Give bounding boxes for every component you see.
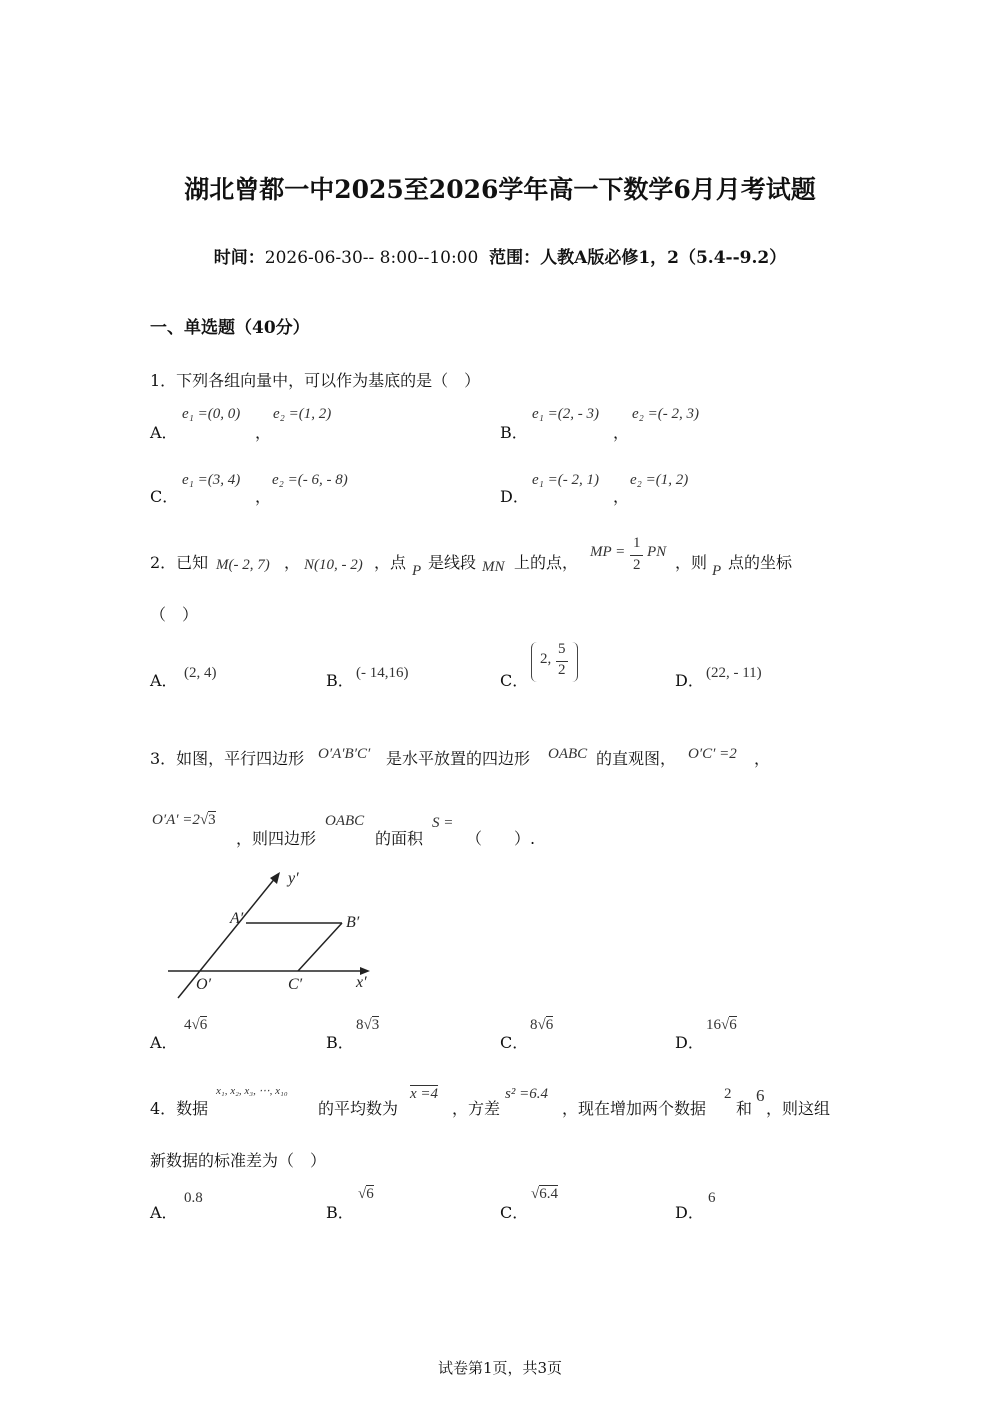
q3-option-c[interactable] [500, 1030, 528, 1053]
exam-info [0, 243, 1000, 268]
q3-text-c: 的直观图， [596, 749, 677, 768]
q3-option-a[interactable] [150, 1030, 178, 1053]
question-1-stem: 1．下列各组向量中，可以作为基底的是（ ） [150, 371, 481, 390]
coef: 16 [706, 1017, 721, 1033]
point-n: N(10, - 2) [304, 557, 363, 573]
vector-pn: PN [647, 544, 667, 560]
coef: 4 [184, 1017, 192, 1033]
q2a-value: (2, 4) [184, 665, 217, 681]
radicand: 6 [545, 1017, 554, 1033]
q2-text-f: 点的坐标 [728, 553, 793, 572]
q2-option-d[interactable] [675, 668, 704, 691]
q2c-frac-den: 2 [558, 662, 566, 678]
data-list: x₁, x₂, x₃, ⋯, x₁₀ [216, 1085, 288, 1097]
coef: 8 [530, 1017, 538, 1033]
oa-radicand: 3 [208, 812, 216, 828]
q4-text-d: ，现在增加两个数据 [562, 1099, 707, 1118]
q4b-value: √6 [358, 1186, 374, 1202]
q2-comma: ， [284, 553, 301, 572]
q2-answer-paren: （ ） [150, 605, 199, 624]
label-b: B′ [346, 914, 360, 931]
option-label: B． [326, 1203, 354, 1222]
q4-text-b: 的平均数为 [318, 1099, 399, 1118]
option-label: B． [500, 423, 528, 442]
frac-den: 2 [633, 557, 641, 573]
option-label: A． [150, 423, 178, 442]
q2d-value: (22, - 11) [706, 665, 762, 681]
q1a-e2: e₂ =(1, 2) [273, 406, 332, 422]
q2-text-b: ，点 [374, 553, 407, 572]
q1-option-a[interactable] [150, 420, 178, 443]
variance: s² =6.4 [505, 1086, 548, 1102]
oc-prime: O′C′ =2 [688, 746, 737, 762]
q2-option-b[interactable] [326, 668, 354, 691]
radicand: 6.4 [539, 1186, 558, 1202]
q1b-e1: e₁ =(2, - 3) [532, 406, 599, 422]
q1a-e1: e₁ =(0, 0) [182, 406, 241, 422]
q4-text-c: ，方差 [452, 1099, 501, 1118]
point-m: M(- 2, 7) [216, 557, 270, 573]
q1c-sep: ， [255, 487, 272, 506]
frac-bar [630, 555, 643, 556]
q4a-value: 0.8 [184, 1190, 203, 1206]
q1d-e2: e₂ =(1, 2) [630, 472, 689, 488]
option-label: B． [326, 1033, 354, 1052]
label-y: y′ [288, 870, 299, 887]
radicand: 6 [729, 1017, 737, 1033]
q2c-paren [531, 642, 578, 682]
coef: 8 [356, 1017, 364, 1033]
segment-mn: MN [482, 559, 505, 575]
option-label: D． [675, 1033, 704, 1052]
q2c-value: 2, [540, 651, 552, 667]
option-label: C． [150, 487, 179, 506]
q1d-e1: e₁ =(- 2, 1) [532, 472, 599, 488]
q2-text-c: 是线段 [428, 553, 477, 572]
q1-option-c[interactable] [150, 484, 178, 507]
option-label: C． [500, 1203, 529, 1222]
label-a: A′ [230, 910, 244, 927]
q4d-value: 6 [708, 1190, 716, 1206]
label-o: O′ [196, 976, 212, 993]
section-heading: 一、单选题（40分） [150, 318, 310, 338]
label-c: C′ [288, 976, 303, 993]
q3a-value: 4√6 [184, 1017, 208, 1033]
q4-and: 和 [736, 1099, 753, 1118]
parallelogram-prime: O′A′B′C′ [318, 746, 371, 762]
label-x: x′ [356, 974, 367, 991]
option-label: C． [500, 671, 529, 690]
q3c-value: 8√6 [530, 1017, 554, 1033]
option-label: C． [500, 1033, 529, 1052]
vector-mp: MP = [590, 544, 626, 560]
new-data-2: 6 [756, 1086, 765, 1105]
q4-text-e: ，则这组 [766, 1099, 831, 1118]
option-label: D． [675, 671, 704, 690]
y-axis [178, 877, 276, 998]
q2b-value: (- 14,16) [356, 665, 409, 681]
q2-text-e: ，则 [675, 553, 708, 572]
q1-option-d[interactable] [500, 484, 529, 507]
q3-text-f: （ ）. [466, 829, 536, 848]
q3-comma: ， [754, 749, 771, 768]
q1c-e1: e₁ =(3, 4) [182, 472, 241, 488]
question-3-stem-a: 3．如图，平行四边形 [150, 749, 305, 768]
question-4-stem-a: 4．数据 [150, 1099, 209, 1118]
q3-text-b: 是水平放置的四边形 [386, 749, 531, 768]
radicand: 3 [371, 1017, 380, 1033]
option-label: A． [150, 671, 178, 690]
option-label: B． [326, 671, 354, 690]
question-2-stem-a: 2．已知 [150, 553, 209, 572]
q3-text-d: ，则四边形 [236, 829, 317, 848]
q1b-e2: e₂ =(- 2, 3) [632, 406, 699, 422]
oblique-diagram [160, 865, 390, 1005]
q3-option-d[interactable] [675, 1030, 704, 1053]
radicand: 6 [366, 1186, 374, 1202]
q1d-sep: ， [613, 487, 630, 506]
range-label: 范围： [489, 248, 541, 268]
q1-option-b[interactable] [500, 420, 528, 443]
question-4-stem-b: 新数据的标准差为（ ） [150, 1151, 327, 1170]
q3b-value: 8√3 [356, 1017, 380, 1033]
frac-num: 1 [633, 535, 641, 551]
range-value: 人教A版必修1，2（5.4--9.2） [540, 248, 787, 268]
q4-option-a[interactable] [150, 1200, 178, 1223]
time-value: 2026-06-30-- 8:00--10:00 [264, 248, 479, 268]
point-p-2: P [712, 563, 722, 579]
point-p: P [412, 563, 422, 579]
sqrt-sign: √ [199, 812, 209, 828]
quad-oabc: OABC [548, 746, 588, 762]
q3-text-e: 的面积 [375, 829, 424, 848]
q3-option-b[interactable] [326, 1030, 354, 1053]
area-s: S = [432, 815, 454, 831]
oa-prime [152, 812, 216, 829]
q3d-value: 16√6 [706, 1017, 737, 1033]
q1b-sep: ， [613, 423, 630, 442]
option-label: A． [150, 1203, 178, 1222]
option-label: D． [675, 1203, 704, 1222]
mean-x: x =4 [410, 1086, 439, 1102]
q4c-value: √6.4 [531, 1186, 558, 1202]
edge-bc [298, 923, 342, 971]
q1a-sep: ， [255, 423, 272, 442]
option-label: D． [500, 487, 529, 506]
q2c-frac-num: 5 [558, 641, 566, 657]
q2-option-a[interactable] [150, 668, 178, 691]
q2-option-c[interactable] [500, 668, 528, 691]
quad-oabc-2: OABC [325, 813, 365, 829]
page-footer: 试卷第1页，共3页 [437, 1359, 563, 1377]
oa-prime-text: O′A′ =2 [152, 812, 200, 828]
time-label: 时间： [213, 248, 265, 268]
page-title: 湖北曾都一中2025至2026学年高一下数学6月月考试题 [184, 175, 816, 204]
q2-text-d: 上的点， [514, 553, 579, 572]
radicand: 6 [199, 1017, 208, 1033]
q4-option-b[interactable] [326, 1200, 354, 1223]
q4-option-c[interactable] [500, 1200, 528, 1223]
option-label: A． [150, 1033, 178, 1052]
new-data-1: 2 [724, 1086, 732, 1102]
q1c-e2: e₂ =(- 6, - 8) [272, 472, 348, 488]
q4-option-d[interactable] [675, 1200, 704, 1223]
